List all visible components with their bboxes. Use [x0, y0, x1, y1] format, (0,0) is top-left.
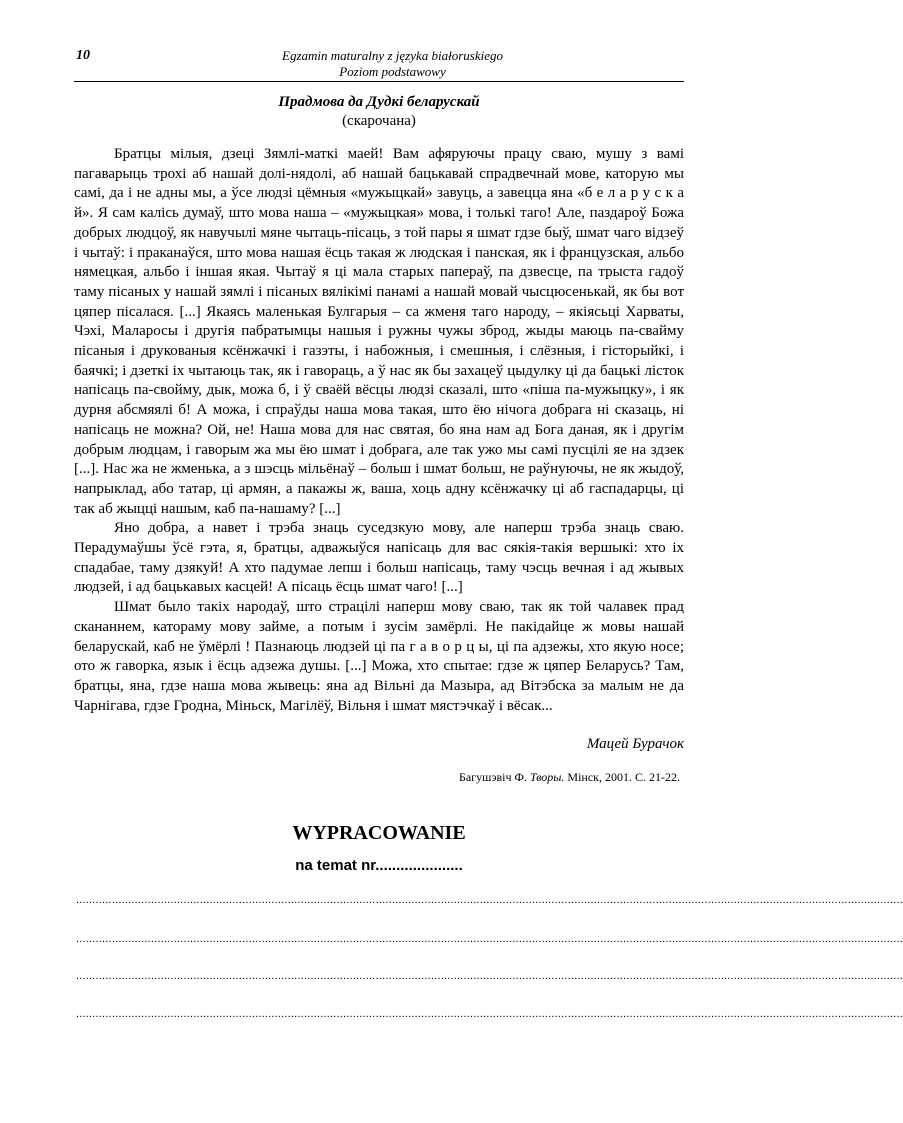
page-number: 10 — [76, 48, 90, 63]
source-details: Мінск, 2001. С. 21-22. — [567, 770, 680, 784]
writing-line-1: .............................................................................................................................................................................................................................................................. — [76, 894, 903, 906]
paragraph-1: Братцы мілыя, дзеці Зямлі-маткі маей! Вам афяруючы працу сваю, мушу з вамі пагаварыць трохі аб нашай долі-нядолі, аб нашай бацькавай спрадвечнай мове, каторую мы самі, да і не адны мы, а ўсе людзі цёмныя «мужыцкай» завуць, а завецца яна «б е л а р у с к а й». Я сам калісь думаў, што мова наша – «мужыцкая» мова, і толькі таго! Але, паздароў Божа добрых людцоў, як навучылі мяне чытаць-пісаць, з той пары я шмат гдзе быў, шмат чаго відзеў і чытаў: і праканаўся, што мова нашая ёсць такая ж людская і панская, як і французская, альбо нямецкая, альбо і іншая якая. Чытаў я ці мала старых папераў, па дзвесце, па трыста гадоў таму пісаных у нашай зямлі і пісаных вялікімі панамі а нашай мовай чысцюсенькай, як бы вот цяпер пісалася. [...] Якаясь маленькая Булгарыя – са жменя таго народу, – якіясьці Харваты, Чэхі, Маларосы і другія пабратымцы нашыя і ружны чужы зброд, жыды маюць па-свайму пісаныя і друкованыя ксёнжачкі і газэты, і набожныя, і смешныя, і слёзныя, і гісторыйкі, і баячкі; і дзеткі іх чытаюць так, як і гавораць, а ў нас як бы захацеў цыдулку ці да бацькі лісток напісаць па-свойму, дык, можа б, і ў сваёй вёсцы людзі сказалі, што «піша па-мужыцку», і як дурня абсмяялі б! А можа, і спраўды наша мова такая, што ёю нічога добрага ні сказаць, ні напісаць не можна? Ой, не! Наша мова для нас святая, бо яна нам ад Бога даная, як і другім добрым людцам, і гаворым жа мы ёю шмат і добрага, але так ужо мы самі пусцілі яе на здзек [...]. Нас жа не жменька, а з шэсць мільёнаў – больш і шмат больш, не раўнуючы, не як жыдоў, напрыклад, або татар, ці армян, а пакажы ж, ваша, хоць адну ксёнжачку ці аб гаспадарцы, ці так аб жыцці нашым, каб па-нашаму? [...] — [74, 146, 684, 517]
text-body — [74, 145, 684, 716]
paragraph-3: Шмат было такіх народаў, што страцілі наперш мову сваю, так як той чалавек прад скананнем, катораму мову займе, а потым і зусім замёрлі. Не пакідайце ж мовы нашай беларускай, каб не ўмёрлі ! Пазнаюць людзей ці па г а в о р ц ы, ці па адзежы, хто якую носе; ото ж гаворка, язык і ёсць адзежа душы. [...] Можа, хто спытае: гдзе ж цяпер Беларусь? Там, братцы, яна, гдзе наша мова жывець: яна ад Вільні да Мазыра, ад Вітэбска за малым не да Чарнігава, гдзе Гродна, Міньск, Магілёў, Вільня і шмат мястэчкаў і вёсак... — [74, 599, 684, 714]
text-subtitle: (скарочана) — [342, 113, 416, 129]
writing-line-2: .............................................................................................................................................................................................................................................................. — [76, 933, 903, 945]
essay-heading: WYPRACOWANIE — [292, 822, 466, 844]
exam-title: Egzamin maturalny z języka białoruskiego — [282, 48, 503, 63]
header-divider — [74, 81, 684, 82]
source-citation — [74, 770, 680, 785]
source-author: Багушэвіч Ф. — [458, 770, 527, 784]
exam-level: Poziom podstawowy — [339, 64, 446, 79]
paragraph-2: Яно добра, а навет і трэба знаць суседзкую мову, але наперш трэба знаць сваю. Перадумаўшы ўсё гэта, я, братцы, адважыўся напісаць для вас сякія-такія вершыкі: хто іх спадабае, таму дзякуй! А хто падумае лепш і больш напісаць, таму чэсць вечная і ад жывых людзей, і ад бацькавых касцей! А пісаць ёсць шмат чаго! [...] — [74, 520, 684, 596]
essay-topic-line: na temat nr..................... — [295, 857, 463, 874]
text-title: Прадмова да Дудкі беларускай — [278, 94, 480, 110]
writing-line-4: .............................................................................................................................................................................................................................................................. — [76, 1008, 903, 1020]
writing-line-3: .............................................................................................................................................................................................................................................................. — [76, 970, 903, 982]
source-work: Творы. — [529, 770, 565, 784]
exam-header — [230, 48, 555, 80]
author-signature: Мацей Бурачок — [586, 736, 684, 752]
